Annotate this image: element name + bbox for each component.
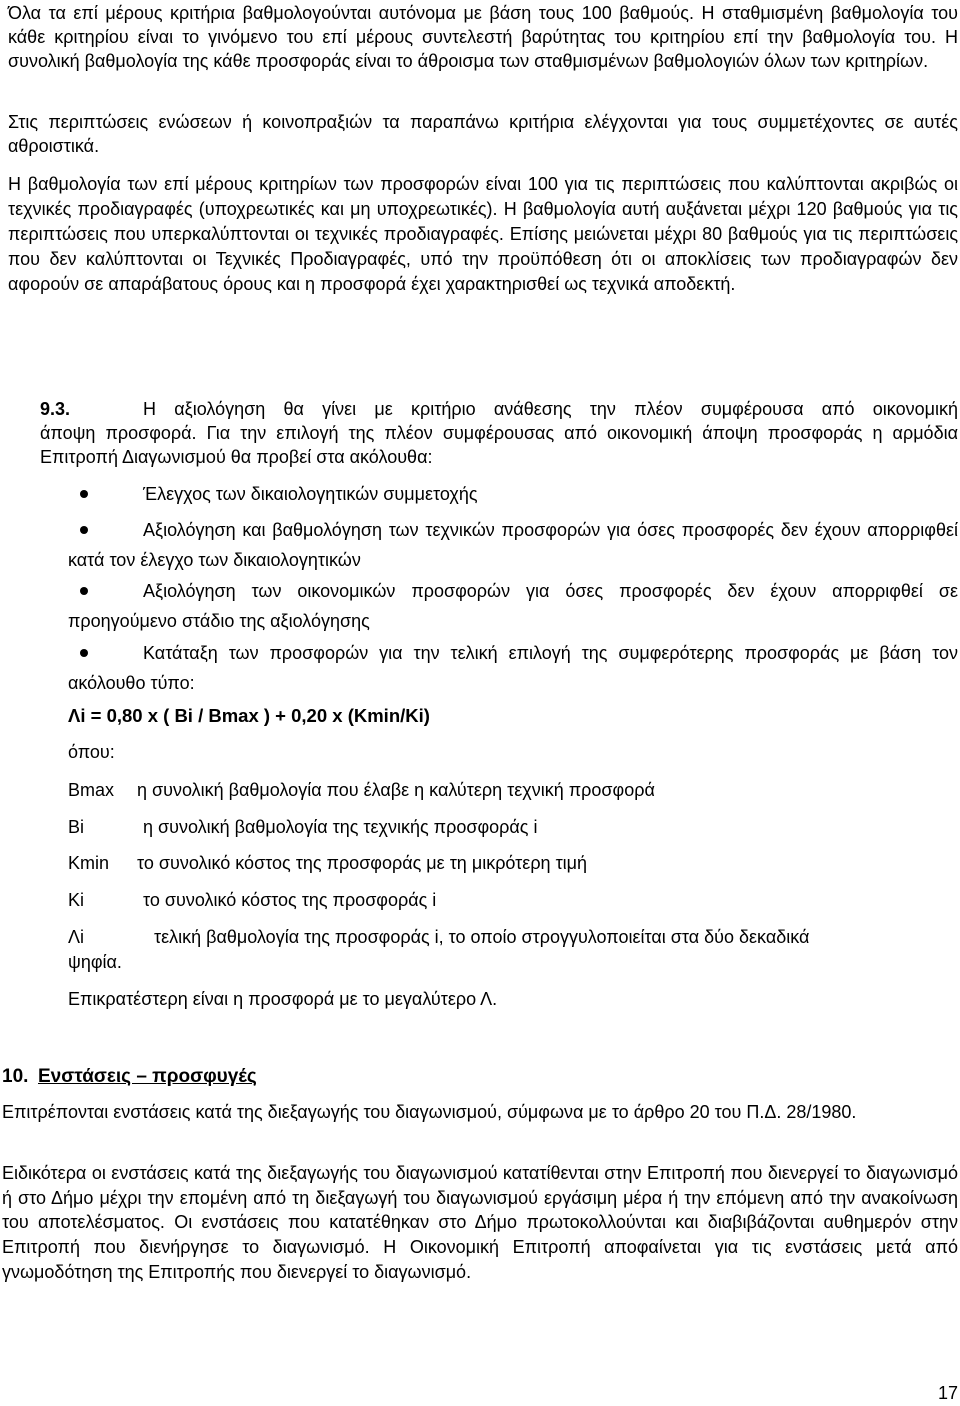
variable-symbol: Ki: [68, 890, 85, 910]
prevailing-offer-note: Επικρατέστερη είναι η προσφορά με το μεγαλύτερο Λ.: [68, 989, 498, 1009]
variable-description: η συνολική βαθμολογία της τεχνικής προσφοράς i: [143, 817, 538, 837]
where-label: όπου:: [68, 742, 115, 762]
paragraph-objections-details: Ειδικότερα οι ενστάσεις κατά της διεξαγωγής του διαγωνισμού κατατίθενται στην Επιτροπή που διενεργεί το διαγωνισμό ή στο Δήμο μέχρι την επομένη από τη διεξαγωγή του διαγωνισμού εργάσιμη μέρα ή την επόμενη από την ανακοίνωση του αποτελέσματος. Οι ενστάσεις που κατατέθηκαν στο Δήμο πρωτοκολλούνται και διαβιβάζονται αυθημερόν στην Επιτροπή που διενήργησε το διαγωνισμό. Η Οικονομική Επιτροπή αποφαίνεται για τις ενστάσεις μετά από γνωμοδότηση της Επιτροπής που διενεργεί το διαγωνισμό.: [2, 1163, 958, 1282]
section-body: άποψη προσφορά. Για την επιλογή της πλέον συμφέρουσας από οικονομική άποψη προσφοράς η αρμόδια Επιτροπή Διαγωνισμού θα προβεί στα ακόλουθα:: [40, 423, 958, 467]
section-title: Ενστάσεις – προσφυγές: [38, 1066, 257, 1087]
variable-symbol: Λi: [68, 927, 85, 947]
variable-description: τελική βαθμολογία της προσφοράς i, το οποίο στρογγυλοποιείται στα δύο δεκαδικά: [154, 927, 810, 947]
list-item: Έλεγχος των δικαιολογητικών συμμετοχής: [143, 484, 478, 504]
paragraph-joint-ventures: Στις περιπτώσεις ενώσεων ή κοινοπραξιών τα παραπάνω κριτήρια ελέγχονται για τους συμμετέχοντες σε αυτές αθροιστικά.: [8, 112, 958, 156]
bullet-dot: [80, 490, 88, 498]
variable-symbol: Bi: [68, 817, 85, 837]
page-number: 17: [937, 1383, 958, 1403]
variable-description: η συνολική βαθμολογία που έλαβε η καλύτερη τεχνική προσφορά: [137, 780, 655, 800]
paragraph-scoring-criteria: Όλα τα επί μέρους κριτήρια βαθμολογούνται αυτόνομα με βάση τους 100 βαθμούς. Η σταθμισμένη βαθμολογία του κάθε κριτηρίου είναι το γινόμενο του επί μέρους συντελεστή βαρύτητας του κριτηρίου επί την βαθμολογία του. Η συνολική βαθμολογία της κάθε προσφοράς είναι το άθροισμα των σταθμισμένων βαθμολογιών όλων των κριτηρίων.: [8, 3, 958, 71]
paragraph-technical-score: Η βαθμολογία των επί μέρους κριτηρίων των προσφορών είναι 100 για τις περιπτώσεις που καλύπτονται ακριβώς οι τεχνικές προδιαγραφές (υποχρεωτικές και μη υποχρεωτικές). Η βαθμολογία αυτή αυξάνεται μέχρι 120 βαθμούς για τις περιπτώσεις που υπερκαλύπτονται οι τεχνικές προδιαγραφές. Επίσης μειώνεται μέχρι 80 βαθμούς για τις περιπτώσεις που δεν καλύπτονται οι Τεχνικές Προδιαγραφές, υπό την προϋπόθεση ότι οι αποκλίσεις των προδιαγραφών δεν αφορούν σε απαράβατους όρους και η προσφορά έχει χαρακτηρισθεί ως τεχνικά αποδεκτή.: [8, 174, 958, 294]
list-item: Αξιολόγηση και βαθμολόγηση των τεχνικών προσφορών για όσες προσφορές δεν έχουν απορριφθεί κατά τον έλεγχο των δικαιολογητικών: [68, 520, 958, 570]
variable-description-continued: ψηφία.: [68, 952, 122, 972]
variable-description: το συνολικό κόστος της προσφοράς με τη μικρότερη τιμή: [137, 853, 588, 873]
section-number: 10.: [2, 1066, 29, 1087]
list-item: Κατάταξη των προσφορών για την τελική επιλογή της συμφερότερης προσφοράς με βάση τον ακόλουθο τύπο:: [68, 643, 958, 693]
section-number: 9.3.: [40, 399, 71, 419]
formula: Λi = 0,80 x ( Bi / Bmax ) + 0,20 x (Kmin/Ki): [68, 705, 430, 726]
section-first-line: Η αξιολόγηση θα γίνει με κριτήριο ανάθεσης την πλέον συμφέρουσα από οικονομική: [143, 399, 958, 419]
variable-symbol: Kmin: [68, 853, 110, 873]
list-item: Αξιολόγηση των οικονομικών προσφορών για όσες προσφορές δεν έχουν απορριφθεί σε προηγούμενο στάδιο της αξιολόγησης: [68, 581, 958, 631]
variable-description: το συνολικό κόστος της προσφοράς i: [143, 890, 437, 910]
paragraph-objections: Επιτρέπονται ενστάσεις κατά της διεξαγωγής του διαγωνισμού, σύμφωνα με το άρθρο 20 του Π.Δ. 28/1980.: [2, 1102, 857, 1122]
variable-symbol: Bmax: [68, 780, 115, 800]
